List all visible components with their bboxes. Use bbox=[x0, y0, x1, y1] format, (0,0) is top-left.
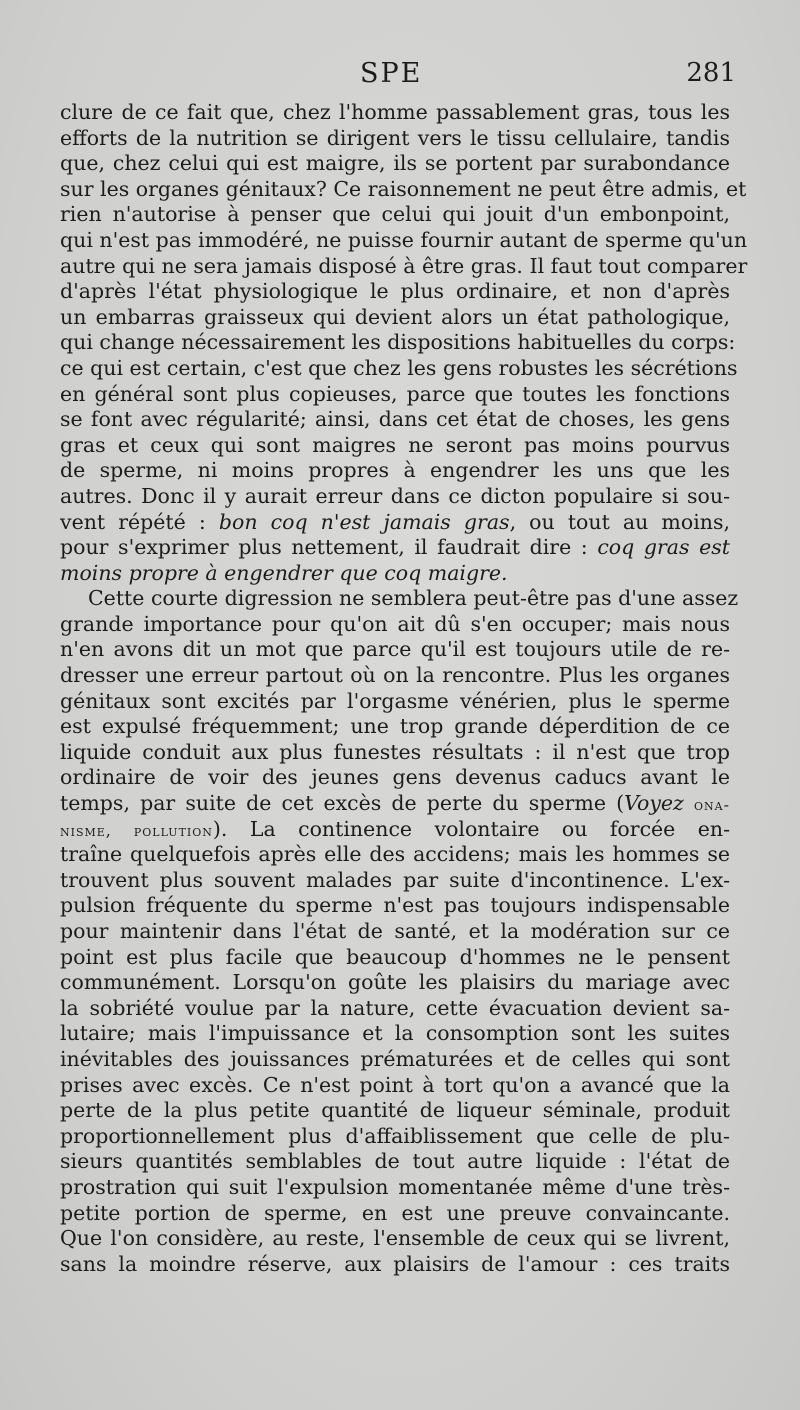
text-line: lutaire; mais l'impuissance et la consomption sont les suites bbox=[60, 1021, 730, 1046]
running-head-title: SPE bbox=[360, 58, 423, 89]
text-line: ordinaire de voir des jeunes gens devenus caducs avant le bbox=[60, 765, 730, 790]
text-line: point est plus facile que beaucoup d'hommes ne le pensent bbox=[60, 944, 730, 969]
text-line: trouvent plus souvent malades par suite d'incontinence. L'ex- bbox=[60, 867, 730, 892]
text-line: rien n'autorise à penser que celui qui jouit d'un embonpoint, bbox=[60, 202, 730, 227]
cross-reference: nisme, pollution bbox=[60, 820, 213, 840]
text-line: prostration qui suit l'expulsion momentanée même d'une très- bbox=[60, 1174, 730, 1199]
text-line: clure de ce fait que, chez l'homme passablement gras, tous les bbox=[60, 100, 730, 124]
text-line: un embarras graisseux qui devient alors un état pathologique, bbox=[60, 304, 730, 329]
text-line: la sobriété voulue par la nature, cette évacuation devient sa- bbox=[60, 995, 730, 1020]
text-line: qui change nécessairement les dispositions habituelles du corps: bbox=[60, 330, 736, 355]
text-line: proportionnellement plus d'affaiblissement que celle de plu- bbox=[60, 1123, 730, 1148]
express-lead: pour s'exprimer plus nettement, il faudrait dire : bbox=[60, 535, 598, 560]
reference-close: ). bbox=[212, 816, 228, 841]
dicton-tail: , ou tout au moins, bbox=[509, 509, 731, 534]
text-line: gras et ceux qui sont maigres ne seront pas moins pourvus bbox=[60, 432, 730, 457]
text-line: prises avec excès. Ce n'est point à tort qu'on a avancé que la bbox=[60, 1072, 730, 1097]
text-line: dresser une erreur partout où on la rencontre. Plus les organes bbox=[60, 663, 730, 688]
text-line: autre qui ne sera jamais disposé à être gras. Il faut tout comparer bbox=[60, 253, 748, 278]
text-line: petite portion de sperme, en est une preuve convaincante. bbox=[60, 1200, 730, 1225]
text-line: efforts de la nutrition se dirigent vers le tissu cellulaire, tandis bbox=[60, 125, 730, 150]
text-line: n'en avons dit un mot que parce qu'il est toujours utile de re- bbox=[60, 637, 730, 662]
text-line: sans la moindre réserve, aux plaisirs de l'amour : ces traits bbox=[60, 1251, 730, 1276]
text-line: grande importance pour qu'on ait dû s'en occuper; mais nous bbox=[60, 611, 730, 636]
page-number: 281 bbox=[686, 58, 736, 88]
running-head bbox=[0, 58, 800, 98]
text-line: qui n'est pas immodéré, ne puisse fournir autant de sperme qu'un bbox=[60, 227, 748, 252]
dicton-lead: vent répété : bbox=[60, 509, 219, 534]
text-line: sieurs quantités semblables de tout autre liquide : l'état de bbox=[60, 1149, 730, 1174]
text-line: se font avec régularité; ainsi, dans cet état de choses, les gens bbox=[60, 407, 730, 432]
text-line: Que l'on considère, au reste, l'ensemble de ceux qui se livrent, bbox=[60, 1226, 730, 1251]
continence-text: La continence volontaire ou forcée en- bbox=[227, 816, 730, 841]
text-line: en général sont plus copieuses, parce que toutes les fonctions bbox=[60, 381, 730, 406]
text-line: perte de la plus petite quantité de liqueur séminale, produit bbox=[60, 1098, 730, 1123]
voyez-word: Voyez bbox=[624, 791, 684, 816]
maxim-start: coq gras est bbox=[597, 535, 730, 560]
text-line-dicton bbox=[60, 510, 730, 536]
text-line: traîne quelquefois après elle des accidens; mais les hommes se bbox=[60, 842, 730, 867]
maxim-end: moins propre à engendrer que coq maigre. bbox=[60, 560, 508, 585]
paragraph-start: Cette courte digression ne semblera peut-être pas d'une assez bbox=[88, 586, 739, 611]
text-line: communément. Lorsqu'on goûte les plaisirs du mariage avec bbox=[60, 970, 730, 995]
text-line-express bbox=[60, 535, 730, 561]
text-line: que, chez celui qui est maigre, ils se portent par surabondance bbox=[60, 151, 730, 176]
text-line: est expulsé fréquemment; une trop grande déperdition de ce bbox=[60, 714, 730, 739]
text-line: pour maintenir dans l'état de santé, et la modération sur ce bbox=[60, 919, 730, 943]
text-line-reference bbox=[60, 817, 730, 843]
text-line: ce qui est certain, c'est que chez les gens robustes les sécrétions bbox=[60, 355, 738, 380]
text-line: génitaux sont excités par l'orgasme vénérien, plus le sperme bbox=[60, 688, 730, 713]
dicton-quote: bon coq n'est jamais gras bbox=[218, 509, 510, 534]
text-line: liquide conduit aux plus funestes résultats : il n'est que trop bbox=[60, 739, 730, 764]
text-line: pulsion fréquente du sperme n'est pas toujours indispensable bbox=[60, 893, 730, 918]
cross-reference: ona- bbox=[693, 795, 730, 815]
text-line-voyez bbox=[60, 791, 730, 817]
text-line: d'après l'état physiologique le plus ordinaire, et non d'après bbox=[60, 279, 730, 304]
text-line: autres. Donc il y aurait erreur dans ce dicton populaire si sou- bbox=[60, 483, 730, 508]
text-line: inévitables des jouissances prématurées et de celles qui sont bbox=[60, 1046, 730, 1071]
text-line: de sperme, ni moins propres à engendrer les uns que les bbox=[60, 458, 730, 483]
text-line: sur les organes génitaux? Ce raisonnement ne peut être admis, et bbox=[60, 176, 747, 201]
voyez-lead: temps, par suite de cet excès de perte du sperme ( bbox=[60, 791, 625, 816]
body-text bbox=[60, 100, 748, 1277]
